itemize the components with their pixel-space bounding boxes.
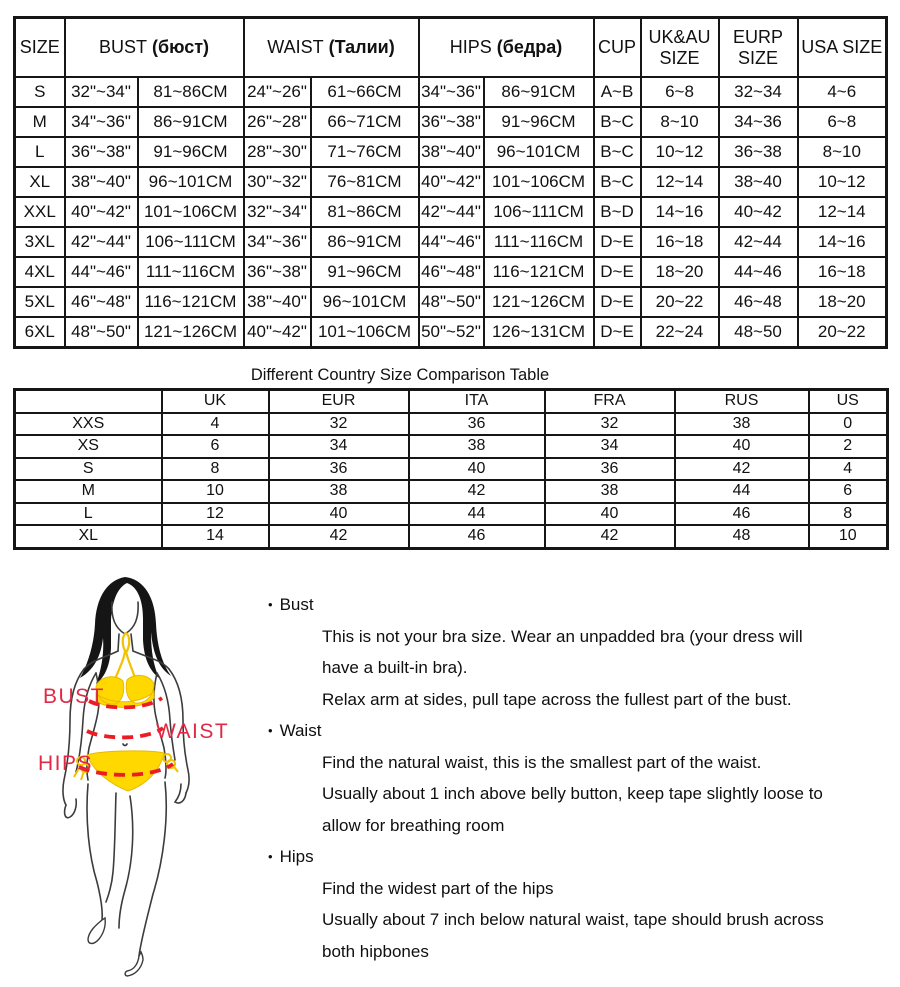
size-chart-cell: 106~111CM — [484, 197, 594, 227]
size-chart-cell: 8~10 — [798, 137, 887, 167]
comparison-cell: 8 — [162, 458, 269, 481]
size-chart-cell: XL — [15, 167, 65, 197]
size-chart-cell: 32"~34" — [244, 197, 311, 227]
right-leg-outer — [139, 782, 166, 956]
size-chart-row — [15, 77, 887, 107]
comparison-cell: 48 — [675, 525, 809, 548]
size-chart-cell: 86~91CM — [138, 107, 244, 137]
size-chart-cell: 61~66CM — [311, 77, 419, 107]
size-chart-cell: 5XL — [15, 287, 65, 317]
size-chart-row — [15, 197, 887, 227]
comparison-cell: 6 — [809, 480, 888, 503]
size-chart-cell: 34~36 — [719, 107, 798, 137]
comparison-cell: 46 — [409, 525, 545, 548]
comparison-cell: 34 — [545, 435, 675, 458]
bullet-icon: • — [268, 597, 273, 612]
size-chart-cell: 76~81CM — [311, 167, 419, 197]
comparison-row — [15, 503, 888, 526]
comparison-cell: 42 — [675, 458, 809, 481]
size-chart-header-cell: HIPS (бедра) — [419, 18, 594, 78]
comparison-header-cell: EUR — [269, 390, 409, 413]
comparison-row — [15, 525, 888, 548]
size-chart-cell: 20~22 — [798, 317, 887, 348]
size-chart-cell: 46~48 — [719, 287, 798, 317]
size-chart-cell: 46"~48" — [419, 257, 484, 287]
size-chart-cell: 40"~42" — [65, 197, 138, 227]
size-chart-cell: 44~46 — [719, 257, 798, 287]
size-chart-cell: B~C — [594, 137, 641, 167]
comparison-cell: 40 — [675, 435, 809, 458]
size-chart-cell: 12~14 — [798, 197, 887, 227]
comparison-cell: 36 — [409, 413, 545, 436]
comparison-header-cell: UK — [162, 390, 269, 413]
waist-label: WAIST — [156, 720, 230, 743]
comparison-cell: 8 — [809, 503, 888, 526]
comparison-cell: 40 — [269, 503, 409, 526]
comparison-cell: 4 — [809, 458, 888, 481]
guide-text-line: allow for breathing room — [322, 815, 505, 835]
size-chart-cell: S — [15, 77, 65, 107]
size-chart-header-cell: EURP SIZE — [719, 18, 798, 78]
comparison-cell: 38 — [269, 480, 409, 503]
size-chart-row — [15, 317, 887, 348]
size-chart-cell: 91~96CM — [484, 107, 594, 137]
comparison-header-row — [15, 390, 888, 413]
comparison-cell: 36 — [545, 458, 675, 481]
comparison-cell: 32 — [545, 413, 675, 436]
size-chart-header-cell: USA SIZE — [798, 18, 887, 78]
size-chart-cell: 111~116CM — [484, 227, 594, 257]
size-chart-cell: 14~16 — [641, 197, 719, 227]
size-chart-header-cell: WAIST (Талии) — [244, 18, 419, 78]
measurement-figure-drawing — [10, 572, 260, 987]
comparison-cell: 40 — [409, 458, 545, 481]
size-chart-row — [15, 227, 887, 257]
navel — [123, 744, 127, 746]
size-chart-cell: B~D — [594, 197, 641, 227]
size-chart-cell: 116~121CM — [484, 257, 594, 287]
comparison-cell: 46 — [675, 503, 809, 526]
face-outline — [112, 602, 138, 634]
size-chart-cell: 96~101CM — [138, 167, 244, 197]
guide-section-title-text: Bust — [279, 595, 314, 614]
comparison-cell: 10 — [809, 525, 888, 548]
comparison-cell: 36 — [269, 458, 409, 481]
size-chart-cell: 3XL — [15, 227, 65, 257]
size-chart-cell: 10~12 — [798, 167, 887, 197]
size-chart-header-cell: UK&AU SIZE — [641, 18, 719, 78]
guide-section-title — [258, 589, 898, 621]
size-chart-cell: B~C — [594, 167, 641, 197]
size-chart-cell: D~E — [594, 227, 641, 257]
comparison-cell: 42 — [409, 480, 545, 503]
comparison-cell: 42 — [545, 525, 675, 548]
guide-text-line: This is not your bra size. Wear an unpadded bra (your dress will — [322, 626, 803, 646]
size-chart-cell: M — [15, 107, 65, 137]
size-chart-cell: 38"~40" — [419, 137, 484, 167]
comparison-cell: XXS — [15, 413, 162, 436]
size-chart-cell: 16~18 — [641, 227, 719, 257]
size-chart-cell: 126~131CM — [484, 317, 594, 348]
size-chart-cell: 6XL — [15, 317, 65, 348]
size-chart-row — [15, 137, 887, 167]
comparison-cell: 4 — [162, 413, 269, 436]
size-chart-cell: 86~91CM — [484, 77, 594, 107]
guide-text-line: Usually about 7 inch below natural waist, tape should brush across — [322, 910, 824, 929]
size-chart-row — [15, 257, 887, 287]
measuring-instructions — [258, 589, 898, 967]
size-chart-cell: 42~44 — [719, 227, 798, 257]
size-chart-cell: 42"~44" — [65, 227, 138, 257]
size-chart-cell: L — [15, 137, 65, 167]
size-chart-cell: 24"~26" — [244, 77, 311, 107]
size-chart-cell: 20~22 — [641, 287, 719, 317]
size-chart-cell: 34"~36" — [244, 227, 311, 257]
comparison-row — [15, 458, 888, 481]
size-chart-cell: 48"~50" — [419, 287, 484, 317]
size-chart-table — [13, 16, 888, 349]
size-chart-cell: 101~106CM — [138, 197, 244, 227]
size-chart-cell: 101~106CM — [311, 317, 419, 348]
comparison-table-title: Different Country Size Comparison Table — [250, 366, 550, 384]
right-foot — [125, 952, 143, 976]
size-chart-cell: 30"~32" — [244, 167, 311, 197]
left-leg-outer — [87, 784, 102, 920]
comparison-cell: 38 — [409, 435, 545, 458]
size-chart-cell: 18~20 — [641, 257, 719, 287]
size-chart-cell: D~E — [594, 317, 641, 348]
size-chart-cell: 81~86CM — [138, 77, 244, 107]
size-chart-cell: 48"~50" — [65, 317, 138, 348]
body-measurement-illustration — [10, 572, 260, 987]
comparison-cell: L — [15, 503, 162, 526]
size-chart-cell: 36"~38" — [244, 257, 311, 287]
size-chart-cell: 10~12 — [641, 137, 719, 167]
size-chart-cell: 71~76CM — [311, 137, 419, 167]
comparison-cell: 12 — [162, 503, 269, 526]
size-chart-cell: D~E — [594, 257, 641, 287]
size-chart-header-cell: CUP — [594, 18, 641, 78]
size-chart-cell: 36"~38" — [419, 107, 484, 137]
comparison-cell: 10 — [162, 480, 269, 503]
size-chart-cell: 50"~52" — [419, 317, 484, 348]
size-chart-cell: 96~101CM — [311, 287, 419, 317]
guide-section-title — [258, 715, 898, 747]
size-chart-cell: 44"~46" — [65, 257, 138, 287]
size-chart-cell: D~E — [594, 287, 641, 317]
size-chart-cell: 32"~34" — [65, 77, 138, 107]
size-chart-cell: 81~86CM — [311, 197, 419, 227]
size-chart-row — [15, 107, 887, 137]
right-leg-inner — [119, 796, 133, 928]
comparison-cell: 0 — [809, 413, 888, 436]
comparison-cell: 44 — [675, 480, 809, 503]
guide-text-line: have a built-in bra). — [322, 658, 468, 677]
comparison-header-cell: ITA — [409, 390, 545, 413]
size-chart-header-cell: BUST (бюст) — [65, 18, 244, 78]
guide-text-line: both hipbones — [322, 941, 429, 961]
size-chart-cell: 42"~44" — [419, 197, 484, 227]
guide-text-line: Relax arm at sides, pull tape across the fullest part of the bust. — [322, 689, 792, 709]
size-chart-cell: 40"~42" — [419, 167, 484, 197]
size-chart-cell: 44"~46" — [419, 227, 484, 257]
size-chart-cell: 18~20 — [798, 287, 887, 317]
size-chart-row — [15, 167, 887, 197]
size-chart-cell: 86~91CM — [311, 227, 419, 257]
comparison-cell: 42 — [269, 525, 409, 548]
size-chart-cell: 4~6 — [798, 77, 887, 107]
comparison-cell: 38 — [675, 413, 809, 436]
guide-section-title-text: Hips — [279, 847, 314, 866]
bust-label: BUST — [43, 685, 106, 708]
comparison-cell: 44 — [409, 503, 545, 526]
country-comparison-table — [13, 388, 889, 550]
size-chart-cell: 38~40 — [719, 167, 798, 197]
size-chart-cell: 91~96CM — [138, 137, 244, 167]
size-chart-cell: A~B — [594, 77, 641, 107]
comparison-cell: 6 — [162, 435, 269, 458]
size-chart-cell: 12~14 — [641, 167, 719, 197]
size-chart-cell: 46"~48" — [65, 287, 138, 317]
size-chart-header-cell: SIZE — [15, 18, 65, 78]
size-chart-cell: 40"~42" — [244, 317, 311, 348]
comparison-cell: S — [15, 458, 162, 481]
size-chart-cell: 36~38 — [719, 137, 798, 167]
comparison-header-cell — [15, 390, 162, 413]
size-chart-header-row — [15, 18, 887, 78]
size-chart-cell: 116~121CM — [138, 287, 244, 317]
size-chart-cell: 6~8 — [641, 77, 719, 107]
size-chart-cell: 4XL — [15, 257, 65, 287]
size-chart-cell: 121~126CM — [484, 287, 594, 317]
comparison-cell: 14 — [162, 525, 269, 548]
size-chart-cell: 34"~36" — [419, 77, 484, 107]
size-chart-row — [15, 287, 887, 317]
guide-text-line: Find the natural waist, this is the smallest part of the waist. — [322, 752, 762, 772]
size-chart-cell: 22~24 — [641, 317, 719, 348]
size-chart-cell: 16~18 — [798, 257, 887, 287]
size-chart-cell: 8~10 — [641, 107, 719, 137]
comparison-cell: 40 — [545, 503, 675, 526]
size-chart-cell: 101~106CM — [484, 167, 594, 197]
comparison-row — [15, 480, 888, 503]
left-hand — [65, 799, 77, 818]
comparison-cell: 2 — [809, 435, 888, 458]
comparison-row — [15, 413, 888, 436]
comparison-cell: XS — [15, 435, 162, 458]
comparison-header-cell: RUS — [675, 390, 809, 413]
size-chart-cell: 121~126CM — [138, 317, 244, 348]
size-chart-cell: 48~50 — [719, 317, 798, 348]
comparison-cell: XL — [15, 525, 162, 548]
size-chart-cell: 36"~38" — [65, 137, 138, 167]
hips-label: HIPS — [38, 752, 94, 775]
guide-section-title-text: Waist — [279, 721, 322, 740]
size-chart-cell: 96~101CM — [484, 137, 594, 167]
size-chart-cell: 32~34 — [719, 77, 798, 107]
size-chart-cell: 91~96CM — [311, 257, 419, 287]
size-chart-cell: XXL — [15, 197, 65, 227]
comparison-cell: 34 — [269, 435, 409, 458]
guide-text-line: Usually about 1 inch above belly button, keep tape slightly loose to — [322, 784, 823, 803]
comparison-row — [15, 435, 888, 458]
bullet-icon: • — [268, 723, 273, 738]
size-chart-cell: 38"~40" — [244, 287, 311, 317]
comparison-cell: 38 — [545, 480, 675, 503]
neck-lines — [118, 634, 133, 651]
comparison-header-cell: FRA — [545, 390, 675, 413]
size-chart-cell: 38"~40" — [65, 167, 138, 197]
size-chart-cell: 34"~36" — [65, 107, 138, 137]
waist-dash-line — [87, 728, 163, 737]
left-leg-inner — [106, 793, 116, 902]
hair-shape — [80, 577, 171, 684]
guide-text-line: Find the widest part of the hips — [322, 878, 554, 898]
size-chart-cell: 14~16 — [798, 227, 887, 257]
comparison-cell: 32 — [269, 413, 409, 436]
size-chart-cell: 40~42 — [719, 197, 798, 227]
size-chart-cell: 111~116CM — [138, 257, 244, 287]
right-arm-inner — [157, 673, 175, 760]
size-chart-cell: B~C — [594, 107, 641, 137]
comparison-cell: M — [15, 480, 162, 503]
left-foot — [88, 918, 105, 944]
size-chart-cell: 106~111CM — [138, 227, 244, 257]
size-chart-cell: 28"~30" — [244, 137, 311, 167]
guide-section-title — [258, 841, 898, 873]
size-chart-cell: 6~8 — [798, 107, 887, 137]
size-chart-cell: 26"~28" — [244, 107, 311, 137]
bullet-icon: • — [268, 849, 273, 864]
size-chart-cell: 66~71CM — [311, 107, 419, 137]
right-hand — [175, 784, 186, 803]
comparison-header-cell: US — [809, 390, 888, 413]
